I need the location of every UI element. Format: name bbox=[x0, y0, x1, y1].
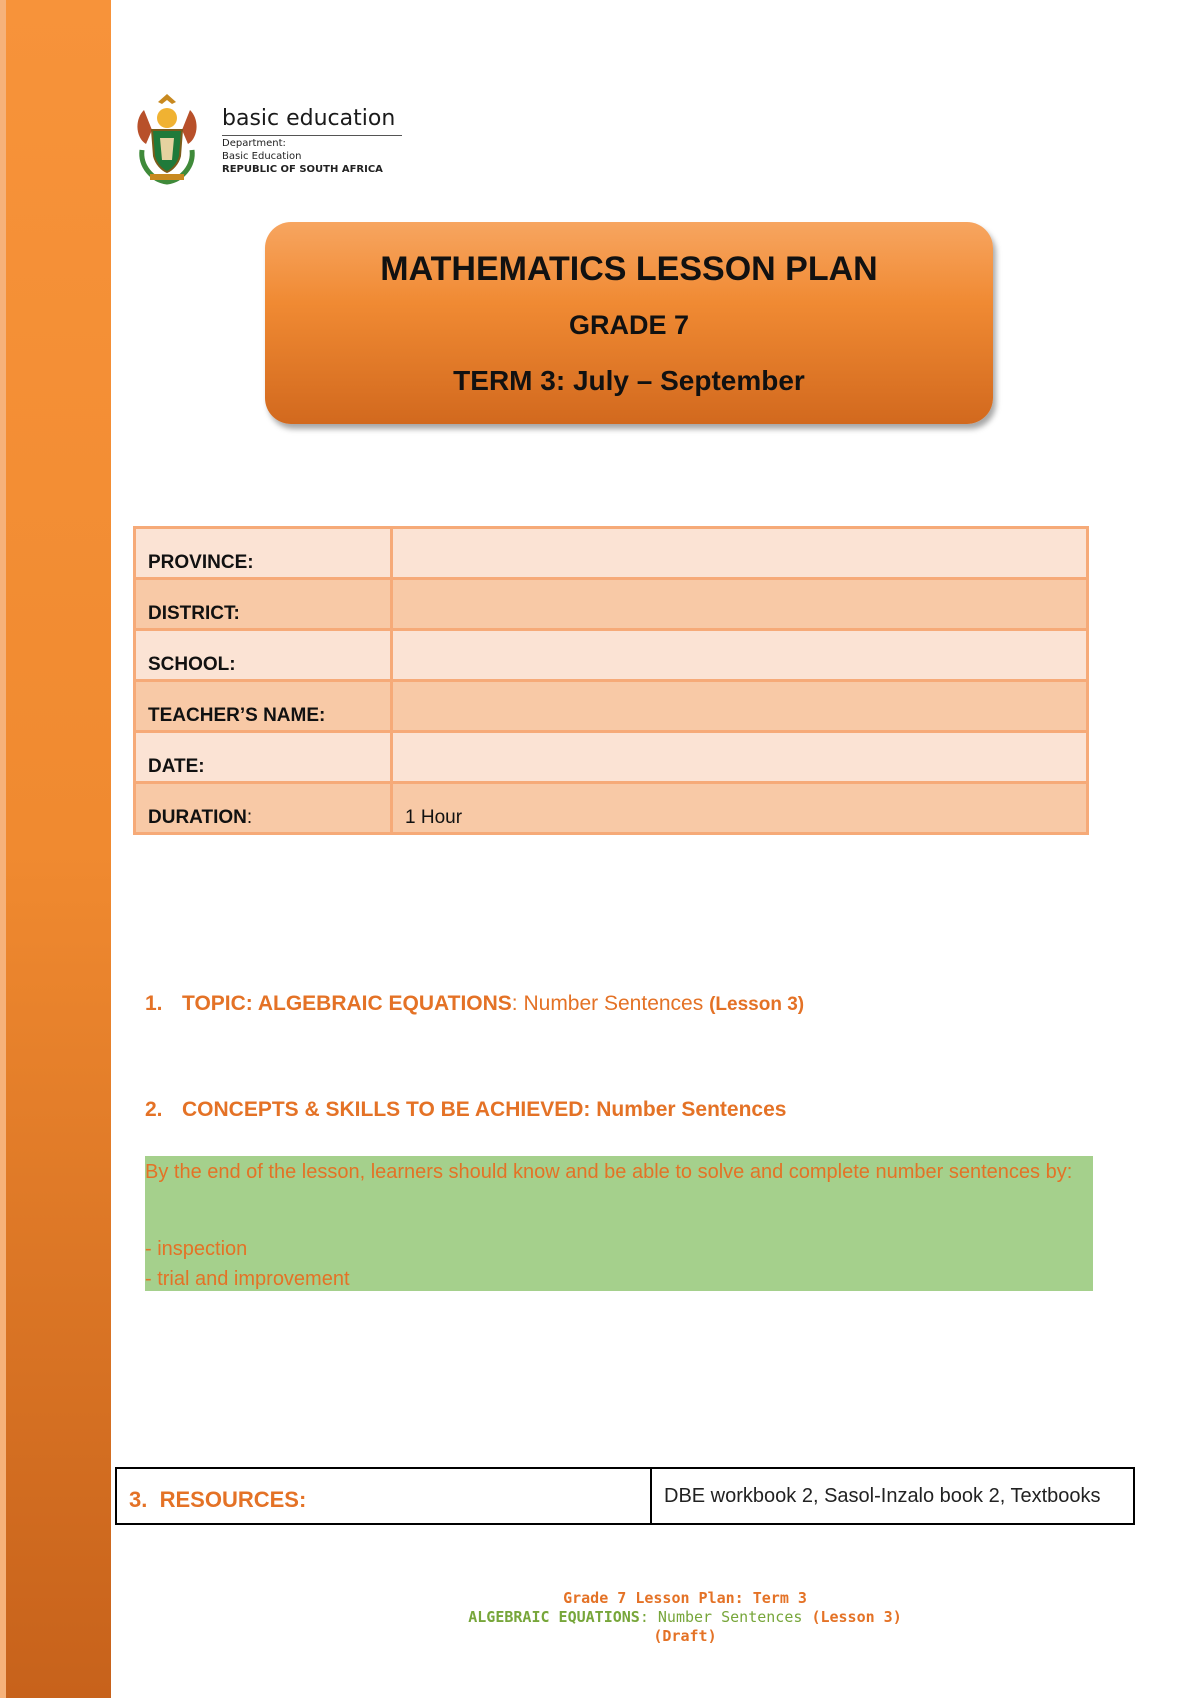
footer-lesson: (Lesson 3) bbox=[811, 1608, 902, 1626]
district-value[interactable] bbox=[392, 579, 1088, 630]
page-footer bbox=[0, 1589, 1200, 1646]
duration-label-text: DURATION bbox=[148, 807, 247, 828]
footer-topic-line bbox=[170, 1608, 1200, 1627]
topic-title: TOPIC: ALGEBRAIC EQUATIONS bbox=[182, 992, 512, 1015]
document-title: MATHEMATICS LESSON PLAN bbox=[380, 250, 878, 288]
school-value[interactable] bbox=[392, 630, 1088, 681]
lesson-info-table bbox=[133, 526, 1089, 835]
teacher-name-label: TEACHER’S NAME: bbox=[135, 681, 392, 732]
footer-draft: (Draft) bbox=[653, 1627, 717, 1645]
resources-value: DBE workbook 2, Sasol-Inzalo book 2, Textbooks bbox=[651, 1468, 1134, 1524]
table-row bbox=[135, 732, 1088, 783]
duration-value[interactable]: 1 Hour bbox=[392, 783, 1088, 834]
term-label: TERM 3: July – September bbox=[453, 365, 805, 396]
side-accent-bar bbox=[0, 0, 111, 1698]
table-row bbox=[135, 630, 1088, 681]
footer-topic: ALGEBRAIC EQUATIONS bbox=[468, 1608, 640, 1626]
concepts-intro: By the end of the lesson, learners should know and be able to solve and complete number sentences by: bbox=[145, 1161, 1073, 1183]
concepts-heading bbox=[145, 1098, 786, 1122]
topic-subject: Number Sentences bbox=[523, 992, 704, 1015]
date-value[interactable] bbox=[392, 732, 1088, 783]
resources-title: RESOURCES: bbox=[159, 1486, 307, 1512]
footer-subject: Number Sentences bbox=[648, 1608, 812, 1626]
grade-label: GRADE 7 bbox=[568, 310, 690, 340]
province-label: PROVINCE: bbox=[135, 528, 392, 579]
resources-table bbox=[115, 1467, 1135, 1525]
footer-colon: : bbox=[639, 1608, 649, 1626]
topic-heading bbox=[145, 992, 804, 1016]
section-number: 1. bbox=[145, 992, 163, 1015]
resources-label bbox=[116, 1468, 651, 1524]
footer-title: Grade 7 Lesson Plan: Term 3 bbox=[563, 1589, 807, 1607]
coat-of-arms-icon bbox=[132, 90, 202, 185]
teacher-name-value[interactable] bbox=[392, 681, 1088, 732]
topic-colon: : bbox=[511, 992, 524, 1015]
concepts-box bbox=[145, 1156, 1093, 1291]
table-row bbox=[135, 528, 1088, 579]
logo-title: basic education bbox=[222, 106, 396, 131]
duration-label bbox=[135, 783, 392, 834]
table-row bbox=[135, 681, 1088, 732]
logo-divider bbox=[222, 135, 402, 136]
title-banner bbox=[265, 222, 993, 424]
department-logo bbox=[132, 90, 412, 190]
logo-country: REPUBLIC OF SOUTH AFRICA bbox=[222, 164, 383, 175]
date-label: DATE: bbox=[135, 732, 392, 783]
table-row bbox=[116, 1468, 1134, 1524]
section-number: 3. bbox=[129, 1486, 148, 1512]
district-label: DISTRICT: bbox=[135, 579, 392, 630]
table-row bbox=[135, 783, 1088, 834]
logo-department-label: Department: bbox=[222, 138, 286, 149]
section-number: 2. bbox=[145, 1098, 163, 1121]
table-row bbox=[135, 579, 1088, 630]
list-item: - inspection bbox=[145, 1238, 248, 1260]
concepts-title: CONCEPTS & SKILLS TO BE ACHIEVED: Number Sentences bbox=[182, 1098, 787, 1121]
list-item: - trial and improvement bbox=[145, 1268, 350, 1290]
school-label: SCHOOL: bbox=[135, 630, 392, 681]
duration-label-colon: : bbox=[246, 807, 253, 828]
logo-department-name: Basic Education bbox=[222, 151, 302, 162]
province-value[interactable] bbox=[392, 528, 1088, 579]
topic-lesson: (Lesson 3) bbox=[709, 994, 805, 1015]
